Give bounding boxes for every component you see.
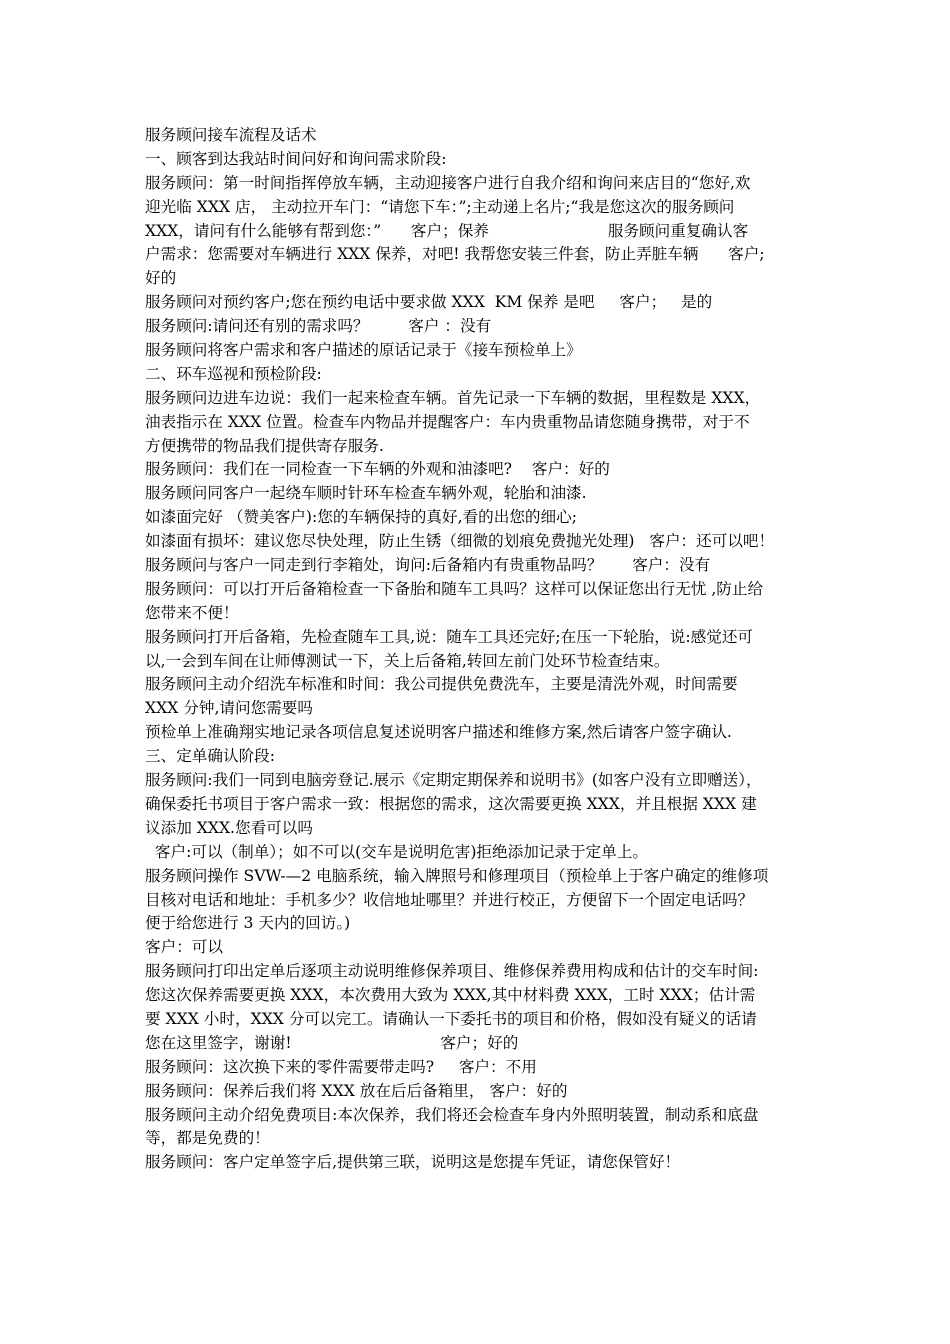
paragraph-line: XXX，请问有什么能够有帮到您：” 客户；保养 服务顾问重复确认客 (145, 221, 749, 240)
paragraph-line: 户需求：您需要对车辆进行 XXX 保养，对吧! 我帮您安装三件套，防止弄脏车辆 客户; (145, 245, 765, 264)
paragraph-line: 方便携带的物品我们提供寄存服务. (145, 436, 384, 455)
section-heading-3: 三、定单确认阶段: (145, 747, 276, 766)
paragraph-line: 服务顾问与客户一同走到行李箱处，询问:后备箱内有贵重物品吗？ 客户：没有 (145, 556, 711, 575)
paragraph-line: 便于给您进行 3 天内的回访。) (145, 914, 351, 933)
paragraph-line: 以,一会到车间在让师傅测试一下，关上后备箱,转回左前门处环节检查结束。 (145, 651, 670, 670)
paragraph-line: 服务顾问同客户一起绕车顺时针环车检查车辆外观，轮胎和油漆. (145, 484, 587, 503)
paragraph-line: 服务顾问：保养后我们将 XXX 放在后后备箱里， 客户：好的 (145, 1081, 568, 1100)
document-title: 服务顾问接车流程及话术 (145, 126, 317, 144)
paragraph-line: 服务顾问操作 SVW-—2 电脑系统，输入牌照号和修理项目（预检单上于客户确定的维修项 (145, 866, 769, 885)
paragraph-line: 服务顾问边进车边说：我们一起来检查车辆。首先记录一下车辆的数据，里程数是 XXX， (145, 388, 761, 407)
paragraph-line: 好的 (145, 269, 177, 288)
paragraph-line: 服务顾问：可以打开后备箱检查一下备胎和随车工具吗？这样可以保证您出行无忧 ,防止给 (145, 579, 764, 598)
paragraph-line: 您带来不便！ (145, 603, 239, 622)
paragraph-line: 服务顾问对预约客户;您在预约电话中要求做 XXX KM 保养 是吧 客户； 是的 (145, 293, 713, 312)
paragraph-line: 服务顾问主动介绍洗车标准和时间：我公司提供免费洗车，主要是清洗外观，时间需要 (145, 675, 738, 694)
paragraph-line: 客户：可以 (145, 938, 223, 957)
section-heading-2: 二、环车巡视和预检阶段: (145, 364, 322, 383)
paragraph-line: 要 XXX 小时，XXX 分可以完工。请确认一下委托书的项目和价格，假如没有疑义的话请 (145, 1009, 757, 1028)
paragraph-line: 迎光临 XXX 店， 主动拉开车门：“请您下车：”;主动递上名片;“我是您这次的服务顾问 (145, 197, 735, 216)
paragraph-line: 服务顾问：第一时间指挥停放车辆，主动迎接客户进行自我介绍和询问来店目的“您好,欢 (145, 173, 751, 192)
paragraph-line: 服务顾问打印出定单后逐项主动说明维修保养项目、维修保养费用构成和估计的交车时间: (145, 962, 759, 981)
paragraph-line: 如漆面完好 （赞美客户):您的车辆保持的真好,看的出您的细心; (145, 508, 577, 527)
document-body (145, 124, 813, 1175)
paragraph-line: 服务顾问：客户定单签字后,提供第三联，说明这是您提车凭证，请您保管好！ (145, 1153, 681, 1172)
paragraph-line: 服务顾问将客户需求和客户描述的原话记录于《接车预检单上》 (145, 341, 582, 360)
paragraph-line: 如漆面有损坏：建议您尽快处理，防止生锈（细微的划痕免费抛光处理) 客户：还可以吧！ (145, 532, 775, 551)
paragraph-line: 服务顾问主动介绍免费项目:本次保养，我们将还会检查车身内外照明装置，制动系和底盘 (145, 1105, 759, 1124)
paragraph-line: XXX 分钟,请问您需要吗 (145, 699, 313, 718)
paragraph-line: 服务顾问:请问还有别的需求吗？ 客户 ：没有 (145, 317, 492, 336)
paragraph-line: 您这次保养需要更换 XXX，本次费用大致为 XXX,其中材料费 XXX，工时 XXX；估计需 (145, 986, 756, 1005)
paragraph-line: 客户:可以（制单）；如不可以(交车是说明危害)拒绝添加记录于定单上。 (145, 842, 648, 861)
section-heading-1: 一、顾客到达我站时间问好和询问需求阶段: (145, 149, 447, 168)
paragraph-line: 服务顾问：这次换下来的零件需要带走吗? 客户：不用 (145, 1057, 537, 1076)
paragraph-line: 服务顾问打开后备箱，先检查随车工具,说：随车工具还完好;在压一下轮胎，说:感觉还可 (145, 627, 754, 646)
paragraph-line: 服务顾问：我们在一同检查一下车辆的外观和油漆吧? 客户：好的 (145, 460, 610, 479)
paragraph-line: 议添加 XXX.您看可以吗 (145, 818, 313, 837)
paragraph-line: 确保委托书项目于客户需求一致：根据您的需求，这次需要更换 XXX，并且根据 XXX 建 (145, 794, 757, 813)
paragraph-line: 油表指示在 XXX 位置。检查车内物品并提醒客户：车内贵重物品请您随身携带，对于不 (145, 412, 750, 431)
paragraph-line: 目核对电话和地址：手机多少？收信地址哪里？并进行校正，方便留下一个固定电话吗？ (145, 890, 754, 909)
paragraph-line: 等，都是免费的！ (145, 1129, 270, 1148)
paragraph-line: 预检单上准确翔实地记录各项信息复述说明客户描述和维修方案,然后请客户签字确认. (145, 723, 732, 742)
paragraph-line: 您在这里签字，谢谢! 客户；好的 (145, 1033, 519, 1052)
paragraph-line: 服务顾问:我们一同到电脑旁登记.展示《定期定期保养和说明书》(如客户没有立即赠送）， (145, 771, 762, 790)
